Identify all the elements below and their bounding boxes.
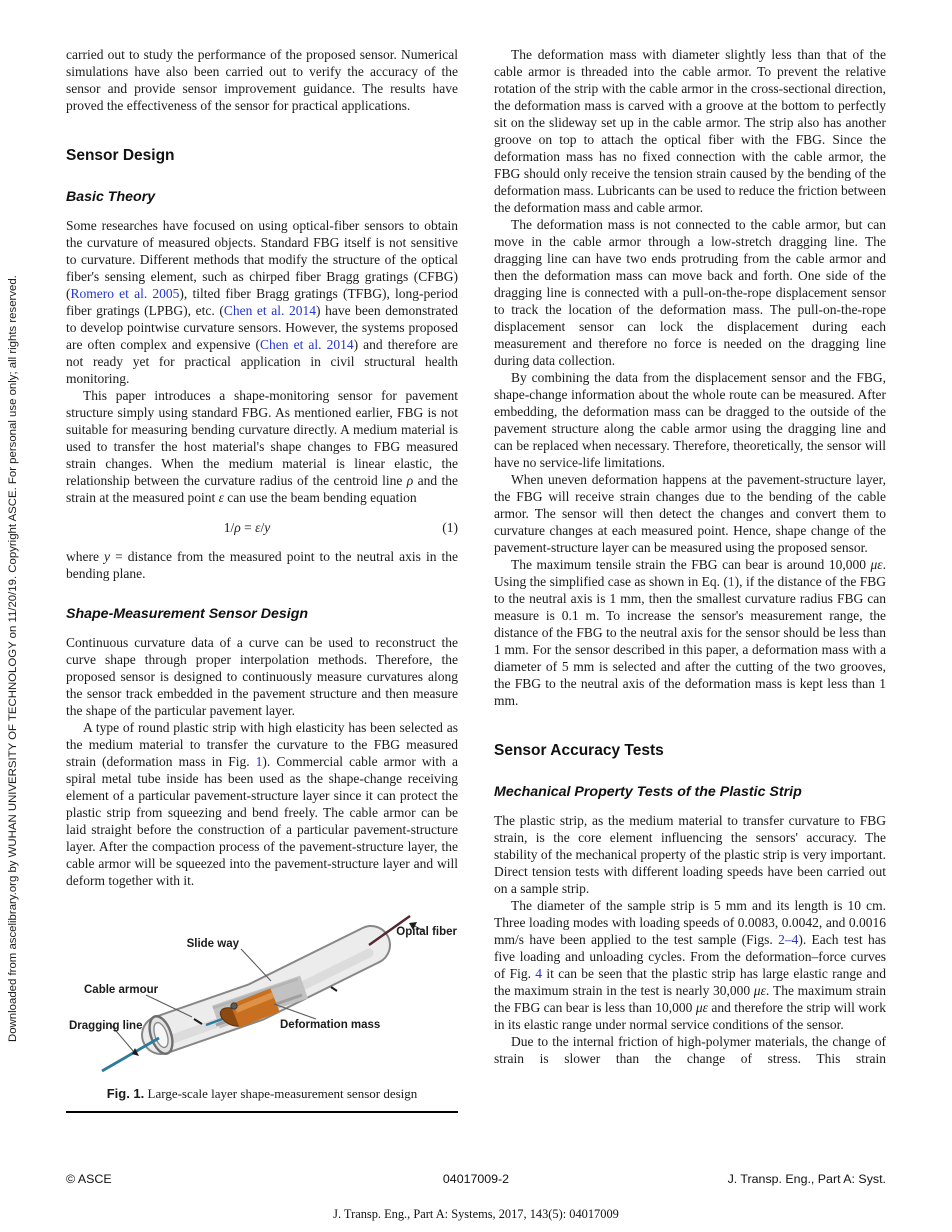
text-segment: ). Each test has five loading and unloading cycles. From the deformation–force curves of Fig. (494, 932, 887, 981)
text-segment: Due to the internal friction of high-polymer materials, the change of strain is slower than the change of stress. This strain (494, 1034, 886, 1066)
figure-1-drawing (66, 907, 458, 1079)
figure-label-deformation-mass: Deformation mass (280, 1019, 381, 1031)
text-segment: The maximum tensile strain the FBG can bear is around 10,000 (511, 557, 871, 572)
text-segment: με (753, 983, 766, 998)
subsection-heading: Mechanical Property Tests of the Plastic Strip (494, 784, 802, 800)
text-segment: ) have been demonstrated to develop pointwise curvature sensors. However, the systems proposed are often complex and expensive ( (66, 303, 458, 352)
page-footer (66, 1172, 886, 1186)
citation-link[interactable]: 1 (255, 754, 263, 769)
figure-label-cable-armour: Cable armour (84, 984, 159, 996)
text-segment: y (264, 520, 271, 535)
paragraph (494, 812, 886, 897)
paragraph (66, 217, 458, 387)
text-segment: can use the beam bending equation (223, 490, 417, 505)
equation-formula (66, 520, 428, 536)
text-segment: . The maximum strain the FBG can bear is less than 10,000 (494, 983, 886, 1015)
text-segment: it can be seen that the plastic strip has large elastic range and the maximum strain in the test is nearly 30,000 (494, 966, 886, 998)
text-segment: ρ (234, 520, 241, 535)
article-body (66, 46, 886, 1113)
text-segment: carried out to study the performance of the proposed sensor. Numerical simulations have also been carried out to verify the accuracy of the sensor and provide sensor improvement guidance. The results have proved the effectiveness of the sensor for practical applications. (66, 47, 458, 113)
text-segment: / (260, 520, 265, 535)
text-segment: where (66, 549, 105, 564)
fiber-attach-knob (231, 1003, 237, 1009)
paragraph (66, 387, 458, 506)
text-segment: Continuous curvature data of a curve can be used to reconstruct the curve shape through proper interpolation methods. Therefore, the proposed sensor is designed to continuously measure curvatures along the sensor track embedded in the pavement structure and then measure the shape of the particular pavement layer. (66, 635, 458, 718)
paragraph (66, 634, 458, 719)
text-segment: By combining the data from the displacement sensor and the FBG, shape-change information about the whole route can be measured. After embedding, the deformation mass can be dragged to the outside of the pavement structure along the cable armor using the dragging line and can be replaced when necessary. Therefore, theoretically, the sensor will have no service-life limitations. (494, 370, 886, 470)
text-segment: με (695, 1000, 708, 1015)
paragraph (66, 46, 458, 114)
paragraph (494, 369, 886, 471)
citation-link[interactable]: 1 (727, 574, 735, 589)
text-segment: and the strain at the measured point (66, 473, 458, 505)
text-segment: ), if the distance of the FBG to the neutral axis is 1 mm, then the smallest curvature radius FBG can measure is 0.1 m. To increase the sensor's measurement range, the distance of the FBG to the neutral axis for the sensor should be less than 1 mm. For the sensor described in this paper, a deformation mass with a diameter of 5 mm is selected and after the cutting of the two grooves, the FBG to the neutral axis of the deformation mass is kept less than 1 mm. (494, 574, 887, 708)
text-segment: = distance from the measured point to the neutral axis in the bending plane. (66, 549, 458, 581)
citation-link[interactable]: 2–4 (778, 932, 799, 947)
section-heading: Sensor Design (66, 147, 175, 164)
figure-1 (66, 907, 458, 1113)
figure-1-caption (66, 1086, 458, 1102)
paragraph (494, 216, 886, 369)
text-segment: = (240, 520, 256, 535)
footer-journal: J. Transp. Eng., Part A: Syst. (727, 1172, 886, 1186)
text-segment: Some researches have focused on using optical-fiber sensors to obtain the curvature of measured objects. Standard FBG itself is not sensitive to curvature. Different methods that modify the structure of the optical fiber's sensing element, such as chirped fiber Bragg gratings (CFBG) ( (66, 218, 458, 301)
figure-label-dragging-line: Dragging line (69, 1020, 143, 1032)
text-segment: με (870, 557, 883, 572)
subsection-heading: Basic Theory (66, 189, 156, 205)
text-segment: y (104, 549, 111, 564)
text-segment: The plastic strip, as the medium material to transfer curvature to FBG strain, is the core element influencing the sensors' accuracy. The stability of the mechanical property of the plastic strip is very important. Direct tension tests with different loading speeds have been carried out on a sample strip. (494, 813, 886, 896)
text-segment: When uneven deformation happens at the pavement-structure layer, the FBG will receive strain changes due to the bending of the cable armor. The sensor will then detect the changes and convert them to curvature changes at each measured point. Hence, shape change of the pavement-structure layer can be measured using the proposed sensor. (494, 472, 886, 555)
paragraph (66, 548, 458, 582)
text-segment: ). Commercial cable armor with a spiral metal tube inside has been used as the shape-change receiving element of a particular pavement-structure layer since it can protect the plastic strip from squeezing and bend freely. The cable armor can be laid straight before the construction of a particular pavement-structure layer. After the compaction process of the pavement-structure layer, the cable armor will be squeezed into the pavement-structure layer and will deform together with it. (66, 754, 458, 888)
text-segment: A type of round plastic strip with high elasticity has been selected as the medium material to transfer the curvature to the FBG measured strain (deformation mass in Fig. (66, 720, 458, 769)
text-segment: 1/ (223, 520, 235, 535)
text-segment: The diameter of the sample strip is 5 mm and its length is 10 cm. Three loading modes with loading speeds of 0.0083, 0.0042, and 0.0016 mm/s have been applied to the test sample (Figs. (494, 898, 886, 947)
equation (66, 520, 458, 536)
citation-link[interactable]: Chen et al. 2014 (223, 303, 316, 318)
left-column-text (66, 46, 458, 889)
text-segment: This paper introduces a shape-monitoring sensor for pavement structure simply using standard FBG. As mentioned earlier, FBG is not suitable for measuring bending curvature directly. A medium material is used to transfer the host material's shape changes to FBG measured strain changes. When the medium material is linear elastic, the relationship between the curvature radius of the centroid line (66, 388, 458, 488)
left-column (66, 46, 458, 1113)
paragraph (66, 719, 458, 889)
figure-label-optical-fiber: Opital fiber (396, 926, 457, 938)
equation-number: (1) (442, 520, 458, 535)
citation-line: J. Transp. Eng., Part A: Systems, 2017, 143(5): 04017009 (333, 1207, 619, 1221)
paragraph (494, 471, 886, 556)
figure-label-slide-way: Slide way (186, 938, 239, 950)
figure-1-caption-label: Fig. 1. (106, 1086, 145, 1101)
paragraph (494, 897, 886, 1033)
text-segment: ρ (406, 473, 414, 488)
text-segment: ), tilted fiber Bragg gratings (TFBG), long-period fiber gratings (LPBG), etc. ( (66, 286, 458, 318)
footer-copyright: © ASCE (66, 1172, 112, 1186)
citation-link[interactable]: Chen et al. 2014 (260, 337, 354, 352)
leader-slide-way (241, 949, 271, 981)
citation-link[interactable]: Romero et al. 2005 (70, 286, 180, 301)
text-segment: and therefore the strip will work in its elastic range under normal service conditions of the sensor. (494, 1000, 886, 1032)
text-segment: The deformation mass with diameter slightly less than that of the cable armor is threaded into the cable armor. To prevent the relative rotation of the strip with the cable armor in the cross-sectional direction, the deformation mass is carved with a groove at the bottom to perfectly sit on the slideway set up in the cable armor. The strip also has another groove on top to attach the optical fiber with the FBG. Since the deformation mass has no fixed connection with the cable armor, the FBG should only receive the tension strain caused by the bending of the deformation mass. Lubricants can be used to reduce the friction between the deformation mass and cable armor. (494, 47, 886, 215)
paragraph (494, 556, 886, 709)
download-watermark: Downloaded from ascelibrary.org by WUHAN UNIVERSITY OF TECHNOLOGY on 11/20/19. Copyright ASCE. For personal use only; all rights reserved. (7, 275, 19, 1042)
text-segment: ) and therefore are not ready yet for practical application in civil structural health monitoring. (66, 337, 459, 386)
text-segment: . Using the simplified case as shown in Eq. ( (494, 557, 886, 589)
text-segment: ε (218, 490, 224, 505)
text-segment: ε (255, 520, 261, 535)
tick-mark-right (331, 987, 337, 991)
paragraph (494, 1033, 886, 1067)
paragraph (494, 46, 886, 216)
right-column (494, 46, 886, 1113)
subsection-heading: Shape-Measurement Sensor Design (66, 606, 309, 622)
citation-link[interactable]: 4 (535, 966, 543, 981)
text-segment: The deformation mass is not connected to the cable armor, but can move in the cable armor through a low-stretch dragging line. The dragging line can have two ends protruding from the cable armor and then the deformation mass can move back and forth. One side of the dragging line is connected with a pull-on-the-rope displacement sensor to track the location of the deformation mass. The pull-on-the-rope displacement sensor can lock the displacement during each measurement and therefore no force is needed on the dragging line during data collection. (494, 217, 886, 368)
footer-page-id: 04017009-2 (442, 1172, 510, 1186)
figure-1-caption-text: Large-scale layer shape-measurement sensor design (147, 1086, 418, 1101)
section-heading: Sensor Accuracy Tests (494, 742, 664, 759)
dragging-line (102, 1038, 159, 1071)
